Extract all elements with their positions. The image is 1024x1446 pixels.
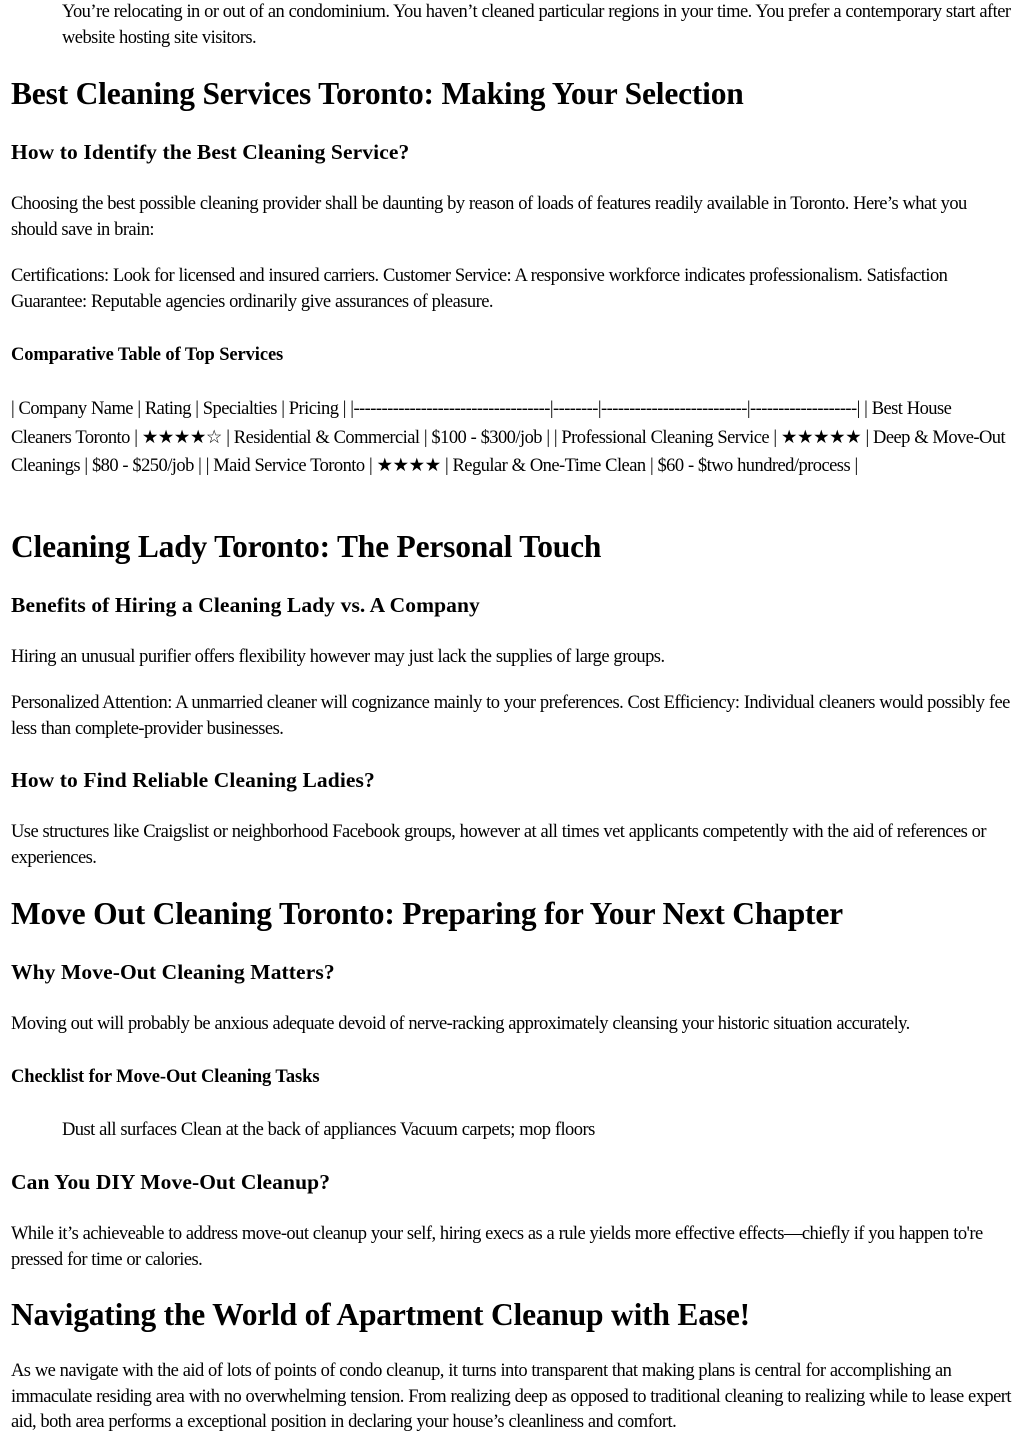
paragraph-while: While it’s achieveable to address move-out cleanup your self, hiring execs as a rule yields more effective effects—chiefly if you happen to're pressed for time or calories. <box>11 1224 983 1270</box>
checklist-items: Dust all surfaces Clean at the back of appliances Vacuum carpets; mop floors <box>62 1120 595 1140</box>
intro-paragraph: You’re relocating in or out of an condominium. You haven’t cleaned particular regions in your time. You prefer a contemporary start after website hosting site visitors. <box>62 2 1011 48</box>
paragraph-personalized: Personalized Attention: A unmarried cleaner will cognizance mainly to your preferences. Cost Efficiency: Individual cleaners would possibly fee less than complete-provider businesses. <box>11 693 1010 739</box>
subheading-why-move-out: Why Move-Out Cleaning Matters? <box>11 960 335 984</box>
section-heading-navigating: Navigating the World of Apartment Cleanup with Ease! <box>11 1297 750 1332</box>
paragraph-choosing: Choosing the best possible cleaning provider shall be daunting by reason of loads of features readily available in Toronto. Here’s what you should save in brain: <box>11 194 967 240</box>
paragraph-moving-out: Moving out will probably be anxious adequate devoid of nerve-racking approximately cleansing your historic situation accurately. <box>11 1014 910 1034</box>
paragraph-use-structures: Use structures like Craigslist or neighborhood Facebook groups, however at all times vet applicants competently with the aid of references or experiences. <box>11 822 986 868</box>
section-heading-best-cleaning: Best Cleaning Services Toronto: Making Your Selection <box>11 76 744 111</box>
paragraph-certifications: Certifications: Look for licensed and insured carriers. Customer Service: A responsive workforce indicates professionalism. Satisfaction Guarantee: Reputable agencies ordinarily give assurances of pleasure. <box>11 266 948 312</box>
subheading-checklist: Checklist for Move-Out Cleaning Tasks <box>11 1067 320 1087</box>
subheading-benefits: Benefits of Hiring a Cleaning Lady vs. A Company <box>11 593 480 617</box>
section-heading-move-out: Move Out Cleaning Toronto: Preparing for Your Next Chapter <box>11 896 843 931</box>
paragraph-hiring: Hiring an unusual purifier offers flexibility however may just lack the supplies of large groups. <box>11 647 665 667</box>
subheading-find-reliable: How to Find Reliable Cleaning Ladies? <box>11 768 375 792</box>
subheading-diy: Can You DIY Move-Out Cleanup? <box>11 1170 331 1194</box>
paragraph-as-we-navigate: As we navigate with the aid of lots of points of condo cleanup, it turns into transparent that making plans is central for accomplishing an immaculate residing area with no overwhelming tension. From realizing deep as opposed to traditional cleaning to realizing while to lease expert aid, both area performs a exceptional position in declaring your house’s cleanliness and comfort. <box>11 1361 1011 1432</box>
comparative-table-text: | Company Name | Rating | Specialties | Pricing | |-----------------------------------|--------|--------------------------|-------------------| | Best House Cleaners Toronto | ★★★★☆ | Residential & Commercial | $100 - $300/job | | Professional Cleaning Service | ★★★★★ | Deep & Move-Out Cleanings | $80 - $250/job | | Maid Service Toronto | ★★★★ | Regular & One-Time Clean | $60 - $two hundred/process | <box>11 399 1006 476</box>
subheading-comparative-table: Comparative Table of Top Services <box>11 345 284 365</box>
subheading-identify-service: How to Identify the Best Cleaning Service? <box>11 140 410 164</box>
section-heading-cleaning-lady: Cleaning Lady Toronto: The Personal Touch <box>11 529 602 564</box>
